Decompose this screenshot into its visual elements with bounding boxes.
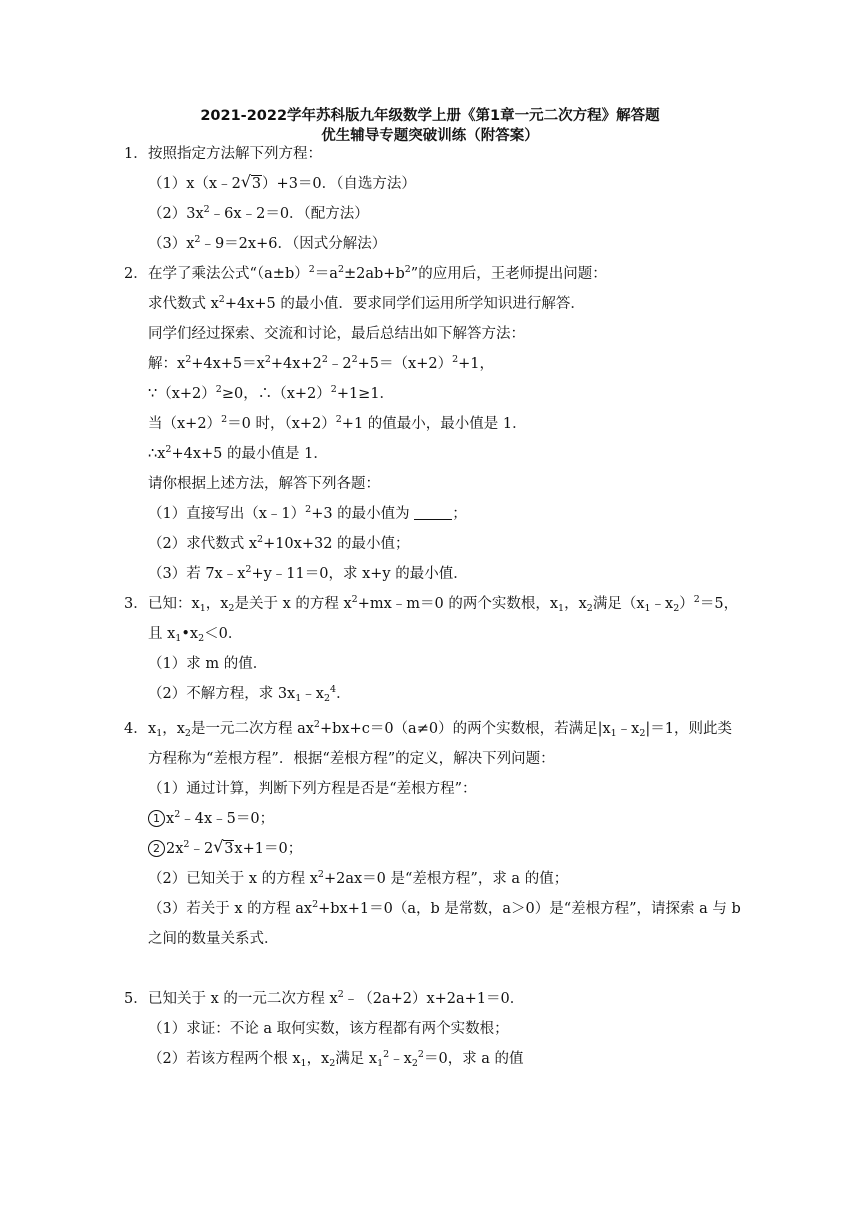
q5-part1: （1）求证：不论 a 取何实数，该方程都有两个实数根； [148, 1021, 509, 1037]
q2-line2: 求代数式 $x^2+4x+5$ 的最小值．要求同学们运用所学知识进行解答． [148, 294, 585, 312]
q2-line5: $\because(x+2)^2\ge 0$，$\therefore(x+2)^2+1\ge 1$． [148, 384, 395, 402]
q5-line1: 5．已知关于 x 的一元二次方程 $x^2﹣(2a+2)x+2a+1=0$． [124, 989, 525, 1007]
answer-blank [414, 506, 452, 520]
sqrt-symbol: √ 3 [240, 172, 262, 192]
q4-eq2: 2 $2x^2﹣2$ √ 3x+1＝0； [148, 839, 302, 859]
sqrt-symbol: √ 3 [213, 837, 234, 857]
q3-line2: 且 $x_1•x_2<0$． [148, 626, 243, 644]
q2-line1: 2．在学了乘法公式“$(a\pm b)^2=a^2\pm 2ab+b^2$”的应用后，王老师提出问题： [124, 264, 607, 282]
q2-line8: 请你根据上述方法，解答下列各题： [148, 476, 380, 492]
q5-part2: （2）若该方程两个根 $x_1$，$x_2$满足 $x_1^2﹣x_2^2=0$，求 a 的值 [148, 1049, 524, 1069]
q2-part1: （1）直接写出（x﹣1）$^2$+3 的最小值为 ； [148, 504, 467, 522]
q2-line3: 同学们经过探索、交流和讨论，最后总结出如下解答方法： [148, 326, 525, 342]
q2-line7: $\therefore x^2+4x+5$ 的最小值是 1． [148, 444, 328, 462]
q3-line1: 3．已知：$x_1$，$x_2$是关于 x 的方程 $x^2+mx﹣m=0$ 的两个实数根，$x_1$，$x_2$满足$(x_1﹣x_2)^2=5$， [124, 594, 739, 614]
q4-part2: （2）已知关于 x 的方程 $x^2+2ax=0$ 是“差根方程”，求 a 的值； [148, 869, 569, 887]
q4-part3-cont: 之间的数量关系式． [148, 931, 279, 947]
q2-line4: 解：$x^2+4x+5=x^2+4x+2^2﹣2^2+5=(x+2)^2+1$， [148, 354, 495, 372]
q1-stem: 1．按照指定方法解下列方程： [124, 146, 322, 162]
q3-part2: （2）不解方程，求 $3x_1﹣x_2^4$． [148, 684, 351, 704]
q1-part3: $(3)x^2﹣9=2x+6$．（因式分解法） [148, 234, 387, 252]
circled-number-2: 2 [148, 840, 165, 857]
q4-eq1: 1 $x^2﹣4x﹣5=0$； [148, 809, 274, 829]
q2-part2: （2）求代数式 $x^2+10x+32$ 的最小值； [148, 534, 410, 552]
title-line-2: 优生辅导专题突破训练（附答案） [321, 128, 539, 144]
title-line-1: 2021-2022学年苏科版九年级数学上册《第1章一元二次方程》解答题 [200, 108, 660, 124]
circled-number-1: 1 [148, 810, 165, 827]
q3-part1: （1）求 m 的值． [148, 656, 268, 672]
q4-part1: （1）通过计算，判断下列方程是否是“差根方程”： [148, 781, 477, 797]
q1-part2: $(2)3x^2﹣6x﹣2=0$．（配方法） [148, 204, 369, 222]
q4-line2: 方程称为“差根方程”．根据“差根方程”的定义，解决下列问题： [148, 751, 555, 767]
q2-part3: （3）若 $7x﹣x^2+y﹣11=0$，求 x+y 的最小值． [148, 564, 468, 582]
q4-part3: （3）若关于 x 的方程 $ax^2+bx+1=0(a$，b 是常数，a＞0）是“差根方程”，请探索 a 与 b [148, 899, 741, 917]
q2-line6: 当$(x+2)^2=0$ 时，$(x+2)^2+1$ 的值最小，最小值是 1． [148, 414, 527, 432]
q1-part1: （1）x（x﹣2 √ 3）+3＝0．（自选方法） [148, 172, 416, 192]
q4-line1: 4．$x_1$，$x_2$是一元二次方程 $ax^2+bx+c=0(a\ne 0)$的两个实数根，若满足$|x_1﹣x_2|=1$，则此类 [124, 719, 733, 739]
